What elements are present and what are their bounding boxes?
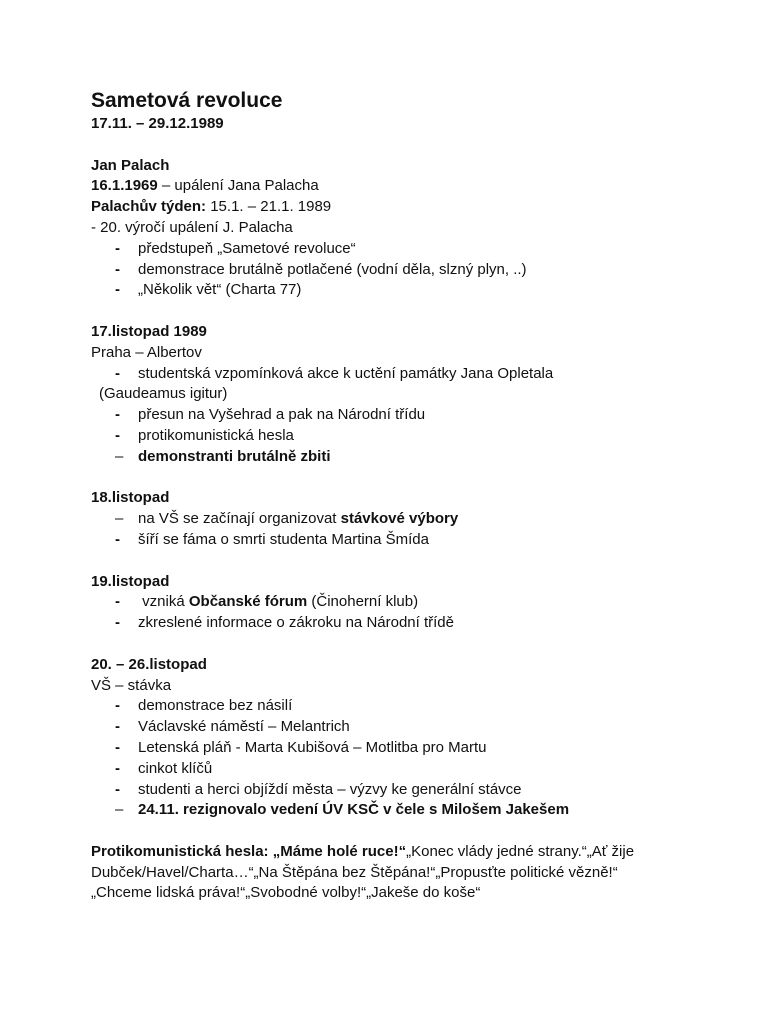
list-item-text: šíří se fáma o smrti studenta Martina Šmída <box>138 530 429 548</box>
bullet-dash: - <box>115 718 120 736</box>
palach-date: 16.1.1969 <box>91 177 158 195</box>
bullet-dash: - <box>115 697 120 715</box>
palach-week-dates: 15.1. – 21.1. 1989 <box>206 198 332 216</box>
list-item <box>91 738 728 759</box>
section-heading-nov17: 17.listopad 1989 <box>91 322 207 340</box>
bullet-dash: - <box>115 281 120 299</box>
list-item-text: studentská vzpomínková akce k uctění památky Jana Opletala <box>138 364 554 382</box>
spacer <box>91 468 728 489</box>
list-item <box>91 592 728 613</box>
bullet-dash: - <box>115 406 120 424</box>
nov20-sub: VŠ – stávka <box>91 676 172 694</box>
bullet-dash: – <box>115 447 124 465</box>
list-item-text: demonstrace brutálně potlačené (vodní děla, slzný plyn, ..) <box>138 260 527 278</box>
bullet-dash: - <box>115 260 120 278</box>
list-item-text: cinkot klíčů <box>138 759 213 777</box>
document-title: Sametová revoluce <box>91 89 283 112</box>
list-item-text: „Několik vět“ (Charta 77) <box>138 281 302 299</box>
slogans-first: „Máme holé ruce!“ <box>268 842 407 860</box>
slogans-text: „Konec vlády jedné strany.“„Ať žije Dubček/Havel/Charta…“„Na Štěpána bez Štěpána!“„Propusťte politické vězně!“ „Chceme lidská práva!“„Svobodné volby!“„Jakeše do koše“ <box>91 842 635 902</box>
bullet-dash: - <box>115 426 120 444</box>
list-item-text: studenti a herci objíždí města – výzvy ke generální stávce <box>138 780 522 798</box>
list-item <box>91 509 728 530</box>
list-item-text: přesun na Vyšehrad a pak na Národní třídu <box>138 406 426 424</box>
list-item <box>91 239 728 260</box>
spacer <box>91 634 728 655</box>
bullet-dash: – <box>115 801 124 819</box>
list-item-text: 24.11. rezignovalo vedení ÚV KSČ v čele s Milošem Jakešem <box>138 801 570 819</box>
list-item-text: demonstranti brutálně zbiti <box>138 447 331 465</box>
section-heading-nov18: 18.listopad <box>91 489 170 507</box>
palach-line-2 <box>91 197 728 218</box>
list-item <box>91 759 728 780</box>
spacer <box>91 821 728 842</box>
list-item-text: na VŠ se začínají organizovat <box>138 510 341 528</box>
palach-event: – upálení Jana Palacha <box>157 177 319 195</box>
list-item <box>91 800 728 821</box>
list-item <box>91 696 728 717</box>
spacer <box>91 301 728 322</box>
bullet-dash: - <box>115 239 120 257</box>
bullet-dash: - <box>115 364 120 382</box>
list-item <box>91 613 728 634</box>
list-item <box>91 260 728 281</box>
palach-line-3: - 20. výročí upálení J. Palacha <box>91 218 293 236</box>
slogans-paragraph <box>91 842 681 904</box>
palach-line-1 <box>91 176 728 197</box>
list-item-text: Letenská pláň - Marta Kubišová – Motlitba pro Martu <box>138 738 487 756</box>
list-item <box>91 780 728 801</box>
list-item <box>91 426 728 447</box>
list-item-text: vzniká <box>138 593 189 611</box>
slogans-label: Protikomunistická hesla: <box>91 842 269 860</box>
section-heading-palach: Jan Palach <box>91 156 170 174</box>
bullet-dash: - <box>115 738 120 756</box>
bullet-dash: - <box>115 614 120 632</box>
list-item <box>91 405 728 426</box>
bullet-dash: – <box>115 510 124 528</box>
list-item-emphasis: stávkové výbory <box>340 510 459 528</box>
list-item <box>91 717 728 738</box>
bullet-dash: - <box>115 759 120 777</box>
spacer <box>91 551 728 572</box>
list-item <box>91 364 728 385</box>
bullet-dash: - <box>115 593 120 611</box>
list-item-continuation: (Gaudeamus igitur) <box>99 385 228 403</box>
list-item-text: (Činoherní klub) <box>307 593 419 611</box>
spacer <box>91 135 728 156</box>
date-range: 17.11. – 29.12.1989 <box>91 115 224 132</box>
palach-week-label: Palachův týden: <box>91 198 207 216</box>
section-heading-nov19: 19.listopad <box>91 572 170 590</box>
bullet-dash: - <box>115 530 120 548</box>
list-item-text: protikomunistická hesla <box>138 426 294 444</box>
nov17-place: Praha – Albertov <box>91 343 202 361</box>
list-item-text: zkreslené informace o zákroku na Národní třídě <box>138 614 454 632</box>
list-item <box>91 530 728 551</box>
list-item <box>91 280 728 301</box>
list-item-text: demonstrace bez násilí <box>138 697 293 715</box>
list-item-emphasis: Občanské fórum <box>188 593 308 611</box>
list-item-text: předstupeň „Sametové revoluce“ <box>138 239 356 257</box>
bullet-dash: - <box>115 780 120 798</box>
list-item-text: Václavské náměstí – Melantrich <box>138 718 350 736</box>
list-item <box>91 447 728 468</box>
section-heading-nov20: 20. – 26.listopad <box>91 655 207 673</box>
